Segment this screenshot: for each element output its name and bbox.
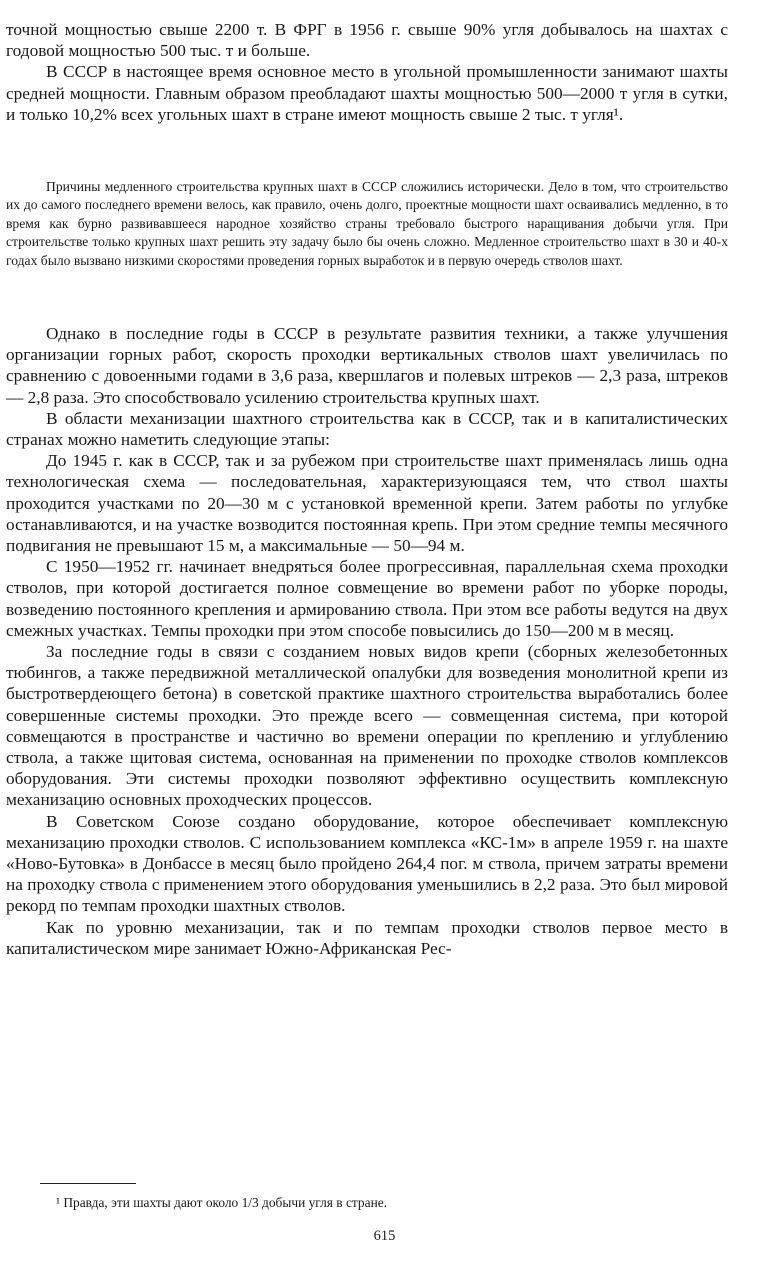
paragraph: Однако в последние годы в СССР в результате развития техники, а также улучшения организации горных работ, скорость проходки вертикальных стволов шахт увеличилась по сравнению с довоенными годами в 3,6 раза, квершлагов и полевых штреков — 2,3 раза, штреков — 2,8 раза. Это способствовало усилению строительства крупных шахт. [6, 324, 728, 407]
paragraph: В Советском Союзе создано оборудование, которое обеспечивает комплексную механизацию проходки стволов. С использованием комплекса «КС-1м» в апреле 1959 г. на шахте «Ново-Бутовка» в Донбассе в месяц было пройдено 264,4 пог. м ствола, причем затраты времени на проходку ствола с применением этого оборудования уменьшились в 2,2 раза. Это был мировой рекорд по темпам проходки шахтных стволов. [6, 811, 728, 916]
paragraph: точной мощностью свыше 2200 т. В ФРГ в 1956 г. свыше 90% угля добывалось на шахтах с годовой мощностью 500 тыс. т и больше. [6, 20, 728, 61]
top-text-block [6, 19, 728, 125]
paragraph: Как по уровню механизации, так и по темпам проходки стволов первое место в капиталистическом мире занимает Южно-Африканская Рес- [6, 917, 728, 958]
paragraph: За последние годы в связи с созданием новых видов крепи (сборных железобетонных тюбингов, а также передвижной металлической опалубки для возведения монолитной крепи из быстротвердеющего бетона) в советской практике шахтного строительства выработались более совершенные системы проходки. Это прежде всего — совмещенная система, при которой совмещаются в пространстве и частично во времени операции по креплению и углублению ствола, а также щитовая система, основанная на применении по проходке стволов комплексов оборудования. Эти системы проходки позволяют эффективно осуществить комплексную механизацию основных проходческих процессов. [6, 642, 728, 810]
small-print-block [6, 178, 728, 270]
small-print-paragraph: Причины медленного строительства крупных шахт в СССР сложились исторически. Дело в том, что строительство их до самого последнего времени велось, как правило, очень долго, проектные мощности шахт осваивались медленно, в то время как бурно развивавшееся народное хозяйство страны требовало быстрого наращивания добычи угля. При строительстве только крупных шахт решить эту задачу было бы очень сложно. Медленное строительство шахт в 30 и 40-х годах было вызвано низкими скоростями проведения горных выработок и в первую очередь стволов шахт. [6, 179, 728, 268]
paragraph: В СССР в настоящее время основное место в угольной промышленности занимают шахты средней мощности. Главным образом преобладают шахты мощностью 500—2000 т угля в сутки, и только 10,2% всех угольных шахт в стране имеют мощность свыше 2 тыс. т угля¹. [6, 62, 728, 124]
footnote: ¹ Правда, эти шахты дают около 1/3 добычи угля в стране. [56, 1195, 388, 1210]
footnote-divider [40, 1183, 136, 1184]
paragraph: До 1945 г. как в СССР, так и за рубежом при строительстве шахт применялась лишь одна технологическая схема — последовательная, характеризующаяся тем, что ствол шахты проходится участками по 20—30 м с установкой временной крепи. Затем работы по углубке останавливаются, и на участке возводится постоянная крепь. При этом средние темпы месячного подвигания не превышают 15 м, а максимальные — 50—94 м. [6, 451, 728, 556]
paragraph: В области механизации шахтного строительства как в СССР, так и в капиталистических странах можно наметить следующие этапы: [6, 408, 728, 450]
page-number: 615 [373, 1228, 396, 1244]
paragraph: С 1950—1952 гг. начинает внедряться более прогрессивная, параллельная схема проходки стволов, при которой достигается полное совмещение во времени работ по уборке породы, возведению постоянного крепления и армированию ствола. При этом все работы ведутся на двух смежных участках. Темпы проходки при этом способе повысились до 150—200 м в месяц. [6, 557, 728, 640]
main-text-block [6, 323, 728, 959]
